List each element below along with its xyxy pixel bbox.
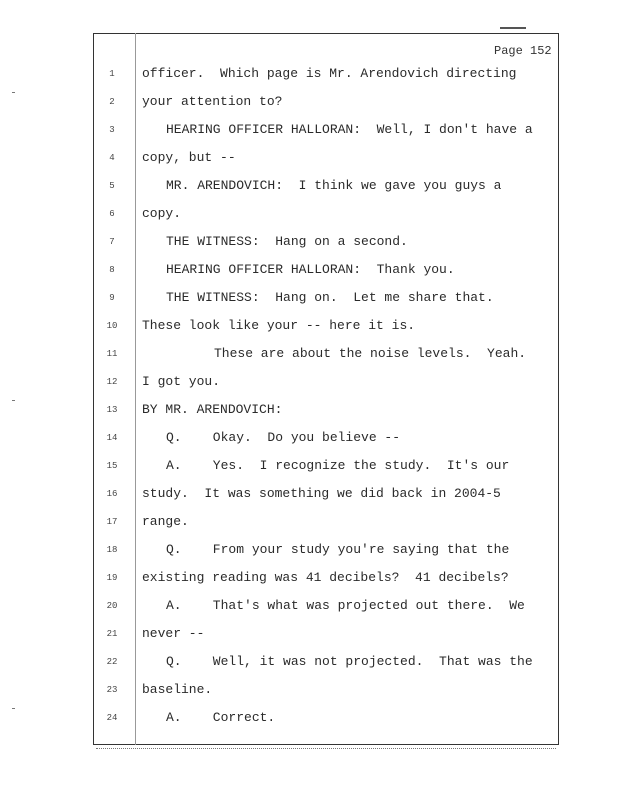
line-text: A. Yes. I recognize the study. It's our [166, 458, 510, 473]
line-text: range. [142, 514, 189, 529]
line-number: 7 [109, 237, 115, 247]
line-number: 1 [109, 69, 115, 79]
line-text: baseline. [142, 682, 213, 697]
line-text: A. Correct. [166, 710, 276, 725]
line-number: 4 [109, 153, 115, 163]
page-number: Page 152 [494, 44, 552, 58]
transcript-line [0, 680, 618, 700]
line-text: officer. Which page is Mr. Arendovich directing [142, 66, 517, 81]
transcript-line [0, 512, 618, 532]
transcript-line [0, 708, 618, 728]
line-text: copy. [142, 206, 182, 221]
line-number: 10 [106, 321, 118, 331]
line-text: copy, but -- [142, 150, 236, 165]
transcript-line [0, 540, 618, 560]
line-number: 22 [106, 657, 118, 667]
scan-artifact-mark [500, 27, 526, 29]
transcript-line [0, 64, 618, 84]
line-number: 21 [106, 629, 118, 639]
line-text: Q. Well, it was not projected. That was the [166, 654, 533, 669]
line-number: 24 [106, 713, 118, 723]
line-text: BY MR. ARENDOVICH: [142, 402, 283, 417]
line-number: 16 [106, 489, 118, 499]
line-text: MR. ARENDOVICH: I think we gave you guys a [166, 178, 502, 193]
line-number: 12 [106, 377, 118, 387]
line-text: HEARING OFFICER HALLORAN: Thank you. [166, 262, 455, 277]
transcript-line [0, 596, 618, 616]
transcript-line [0, 456, 618, 476]
line-number: 2 [109, 97, 115, 107]
line-number: 18 [106, 545, 118, 555]
line-text: I got you. [142, 374, 221, 389]
transcript-line [0, 288, 618, 308]
line-text: HEARING OFFICER HALLORAN: Well, I don't have a [166, 122, 533, 137]
line-text: THE WITNESS: Hang on. Let me share that. [166, 290, 494, 305]
line-number: 15 [106, 461, 118, 471]
line-number: 5 [109, 181, 115, 191]
transcript-line [0, 400, 618, 420]
line-text: These look like your -- here it is. [142, 318, 416, 333]
transcript-line [0, 624, 618, 644]
line-text: study. It was something we did back in 2004-5 [142, 486, 501, 501]
line-number: 19 [106, 573, 118, 583]
line-text: A. That's what was projected out there. We [166, 598, 525, 613]
line-number: 17 [106, 517, 118, 527]
transcript-line [0, 484, 618, 504]
line-number: 20 [106, 601, 118, 611]
line-number: 11 [106, 349, 118, 359]
line-text: your attention to? [142, 94, 283, 109]
line-number: 14 [106, 433, 118, 443]
transcript-line [0, 176, 618, 196]
line-number: 8 [109, 265, 115, 275]
line-number: 23 [106, 685, 118, 695]
line-text: These are about the noise levels. Yeah. [214, 346, 527, 361]
transcript-line [0, 120, 618, 140]
transcript-line [0, 260, 618, 280]
transcript-line [0, 344, 618, 364]
transcript-line [0, 568, 618, 588]
line-number: 9 [109, 293, 115, 303]
transcript-line [0, 148, 618, 168]
transcript-line [0, 316, 618, 336]
transcript-line [0, 372, 618, 392]
transcript-line [0, 232, 618, 252]
transcript-line [0, 428, 618, 448]
transcript-line [0, 652, 618, 672]
footer-rule [96, 748, 556, 750]
line-number: 6 [109, 209, 115, 219]
line-number: 13 [106, 405, 118, 415]
line-text: never -- [142, 626, 205, 641]
line-text: existing reading was 41 decibels? 41 decibels? [142, 570, 509, 585]
line-number: 3 [109, 125, 115, 135]
line-text: Q. From your study you're saying that the [166, 542, 510, 557]
transcript-line [0, 92, 618, 112]
line-text: Q. Okay. Do you believe -- [166, 430, 401, 445]
line-text: THE WITNESS: Hang on a second. [166, 234, 408, 249]
transcript-line [0, 204, 618, 224]
